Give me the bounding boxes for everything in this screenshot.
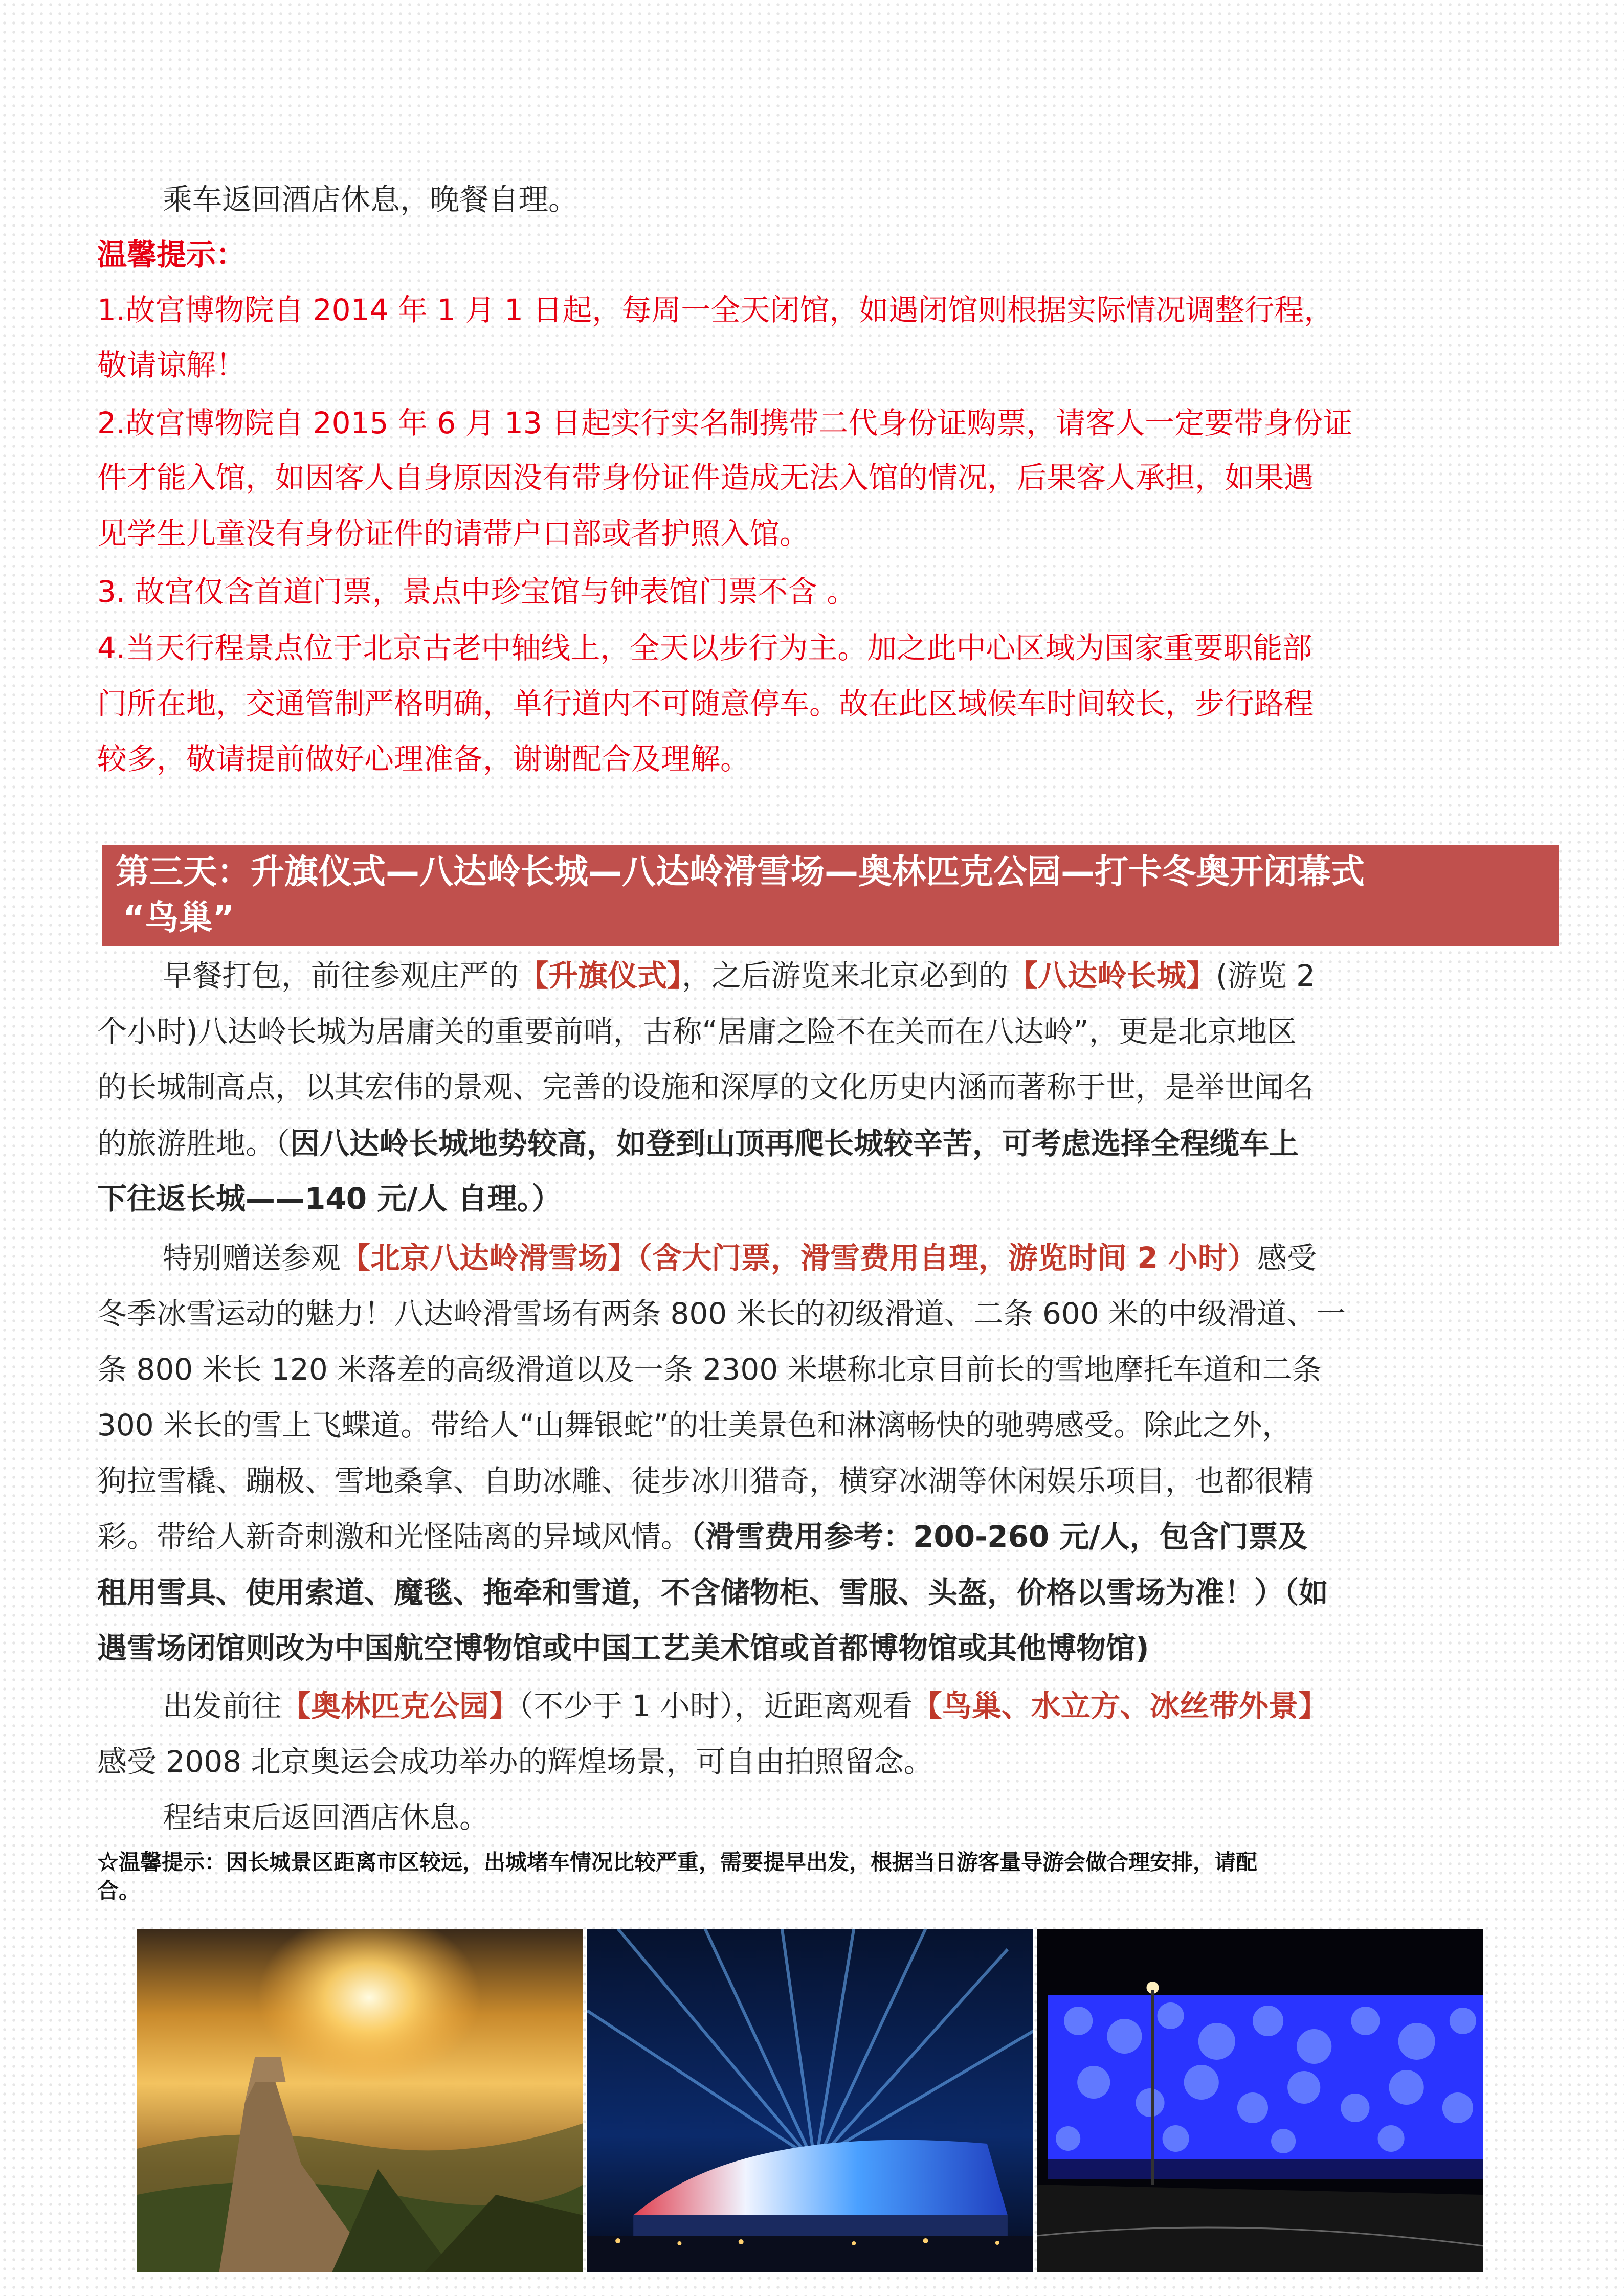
tips-line: 较多，敬请提前做好心理准备，谢谢配合及理解。 — [97, 741, 750, 776]
p1-line5: 下往返长城——140 元/人 自理。） — [97, 1181, 562, 1216]
bottom-note-line2: 合。 — [97, 1878, 141, 1903]
tips-line: 3. 故宫仅含首道门票，景点中珍宝馆与钟表馆门票不含 。 — [97, 574, 857, 609]
day3-title-line1: 第三天：升旗仪式—八达岭长城—八达岭滑雪场—奥林匹克公园—打卡冬奥开闭幕式 — [116, 852, 1365, 891]
photo-strip — [137, 1929, 1483, 2272]
tips-line: 1.故宫博物院自 2014 年 1 月 1 日起，每周一全天闭馆，如遇闭馆则根据实际情况调整行程， — [97, 292, 1334, 327]
p3-line2: 感受 2008 北京奥运会成功举办的辉煌场景，可自由拍照留念。 — [97, 1744, 933, 1779]
tips-line: 见学生儿童没有身份证件的请带户口部或者护照入馆。 — [97, 516, 810, 551]
p1-line4: 的旅游胜地。（因八达岭长城地势较高，如登到山顶再爬长城较辛苦，可考虑选择全程缆车上 — [97, 1126, 1299, 1161]
highlight-venues: 【鸟巢、水立方、冰丝带外景】 — [912, 1689, 1328, 1723]
p2-line8: 遇雪场闭馆则改为中国航空博物馆或中国工艺美术馆或首都博物馆或其他博物馆) — [97, 1631, 1149, 1665]
great-wall-sunset-photo — [137, 1929, 583, 2272]
day2-end-text: 乘车返回酒店休息，晚餐自理。 — [163, 182, 579, 217]
p2-line5: 狗拉雪橇、蹦极、雪地桑拿、自助冰雕、徒步冰川猎奇，横穿冰湖等休闲娱乐项目，也都很精 — [97, 1464, 1314, 1498]
highlight-flag-ceremony: 【升旗仪式】 — [519, 958, 682, 993]
p2-line1: 特别赠送参观【北京八达岭滑雪场】（含大门票，滑雪费用自理，游览时间 2 小时）感受 — [163, 1241, 1317, 1275]
bottom-note-line1: ☆温馨提示：因长城景区距离市区较远，出城堵车情况比较严重，需要提早出发，根据当日游客量导游会做合理安排，请配 — [97, 1850, 1258, 1875]
tips-line: 2.故宫博物院自 2015 年 6 月 13 日起实行实名制携带二代身份证购票，请客人一定要带身份证 — [97, 406, 1353, 440]
p2-line3: 条 800 米长 120 米落差的高级滑道以及一条 2300 米堪称北京目前长的雪地摩托车道和二条 — [97, 1352, 1322, 1387]
highlight-badaling: 【八达岭长城】 — [1008, 958, 1216, 993]
p1-line1: 早餐打包，前往参观庄严的【升旗仪式】，之后游览来北京必到的【八达岭长城】(游览 2 — [163, 958, 1316, 993]
highlight-olympic-park: 【奥林匹克公园】 — [281, 1689, 519, 1723]
tips-line: 门所在地，交通管制严格明确，单行道内不可随意停车。故在此区域候车时间较长，步行路程 — [97, 686, 1314, 721]
highlight-ski-resort: 【北京八达岭滑雪场】（含大门票，滑雪费用自理，游览时间 2 小时） — [341, 1241, 1257, 1275]
p1-line3: 的长城制高点，以其宏伟的景观、完善的设施和深厚的文化历史内涵而著称于世，是举世闻名 — [97, 1070, 1314, 1105]
tips-line: 件才能入馆，如因客人自身原因没有带身份证件造成无法入馆的情况，后果客人承担，如果遇 — [97, 460, 1314, 495]
tips-line: 敬请谅解！ — [97, 348, 246, 382]
ice-ribbon-night-photo — [587, 1929, 1033, 2272]
p4-line: 程结束后返回酒店休息。 — [163, 1800, 490, 1835]
p2-line2: 冬季冰雪运动的魅力！八达岭滑雪场有两条 800 米长的初级滑道、二条 600 米的中级滑道、一 — [97, 1296, 1346, 1331]
day3-title-line2: “鸟巢” — [123, 898, 235, 937]
p2-line7: 租用雪具、使用索道、魔毯、拖牵和雪道，不含储物柜、雪服、头盔，价格以雪场为准！）（如 — [97, 1575, 1329, 1610]
tips-heading: 温馨提示： — [97, 237, 246, 272]
day3-title-banner — [102, 845, 1559, 946]
p2-line6: 彩。带给人新奇刺激和光怪陆离的异域风情。（滑雪费用参考：200-260 元/人，包含门票及 — [97, 1519, 1308, 1554]
tips-line: 4.当天行程景点位于北京古老中轴线上，全天以步行为主。加之此中心区域为国家重要职能部 — [97, 631, 1312, 665]
p1-line2: 个小时)八达岭长城为居庸关的重要前哨，古称“居庸之险不在关而在八达岭”，更是北京地区 — [97, 1014, 1297, 1049]
p2-line4: 300 米长的雪上飞蝶道。带给人“山舞银蛇”的壮美景色和淋漓畅快的驰骋感受。除此之外， — [97, 1408, 1292, 1443]
water-cube-night-photo — [1037, 1929, 1483, 2272]
p3-line1: 出发前往【奥林匹克公园】（不少于 1 小时），近距离观看【鸟巢、水立方、冰丝带外景】 — [163, 1689, 1328, 1723]
